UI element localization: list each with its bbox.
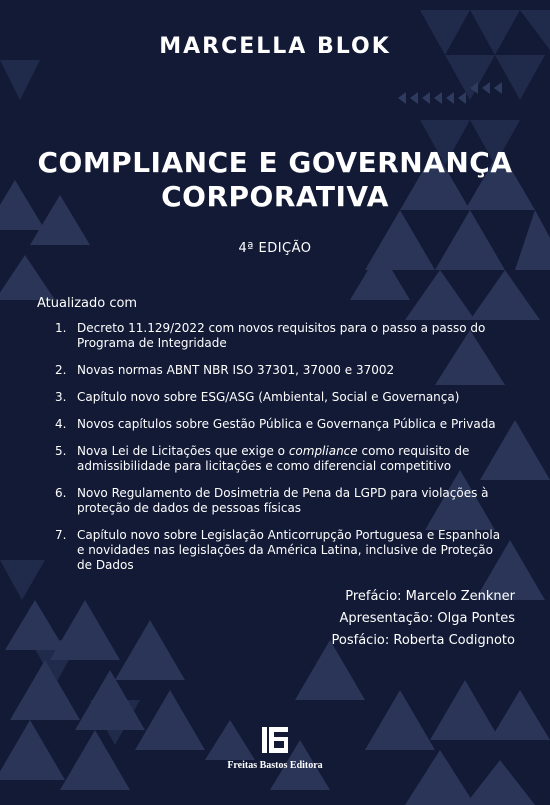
list-item-text: Capítulo novo sobre Legislação Anticorrupção Portuguesa e Espanhola e novidades nas legislações da América Latina, inclusive de Proteção de Dados [77, 528, 501, 572]
preface-credit: Prefácio: Marcelo Zenkner [345, 589, 515, 604]
edition-label: 4ª EDIÇÃO [238, 241, 312, 256]
list-item-number: 5. [55, 444, 67, 458]
publisher-logo-icon [262, 727, 288, 753]
list-item-number: 2. [55, 363, 67, 377]
list-item [37, 528, 507, 573]
publisher-name: Freitas Bastos Editora [227, 760, 323, 771]
list-item-text: Capítulo novo sobre ESG/ASG (Ambiental, Social e Governança) [77, 390, 460, 404]
list-item-text: Novo Regulamento de Dosimetria de Pena da LGPD para violações à proteção de dados de pessoas físicas [77, 486, 489, 515]
author-name: MARCELLA BLOK [159, 34, 391, 59]
updated-with-label: Atualizado com [37, 296, 138, 311]
list-item-number: 3. [55, 390, 67, 404]
book-title-line-2: CORPORATIVA [161, 180, 389, 213]
list-item-text: Decreto 11.129/2022 com novos requisitos para o passo a passo do Programa de Integridade [77, 321, 486, 350]
updates-list [37, 321, 507, 585]
list-item [37, 363, 507, 378]
list-item [37, 321, 507, 351]
list-item-text [77, 444, 507, 474]
list-item [37, 444, 507, 474]
list-item [37, 417, 507, 432]
book-title-line-1: COMPLIANCE E GOVERNANÇA [37, 146, 513, 179]
list-item-text-after: como requisito de admissibilidade para licitações e como diferencial competitivo [77, 444, 470, 473]
list-item-text: Novas normas ABNT NBR ISO 37301, 37000 e 37002 [77, 363, 395, 377]
list-item-text-before: Nova Lei de Licitações que exige o [77, 444, 289, 458]
afterword-credit: Posfácio: Roberta Codignoto [331, 633, 515, 648]
credits-block [332, 586, 515, 652]
list-item [37, 486, 507, 516]
list-item [37, 390, 507, 405]
list-item-number: 1. [55, 321, 67, 335]
list-item-number: 4. [55, 417, 67, 431]
presentation-credit: Apresentação: Olga Pontes [339, 611, 515, 626]
list-item-number: 6. [55, 486, 67, 500]
book-title [0, 146, 550, 214]
list-item-number: 7. [55, 528, 67, 542]
list-item-text-emphasis: compliance [288, 444, 358, 458]
list-item-text: Novos capítulos sobre Gestão Pública e Governança Pública e Privada [77, 417, 496, 431]
